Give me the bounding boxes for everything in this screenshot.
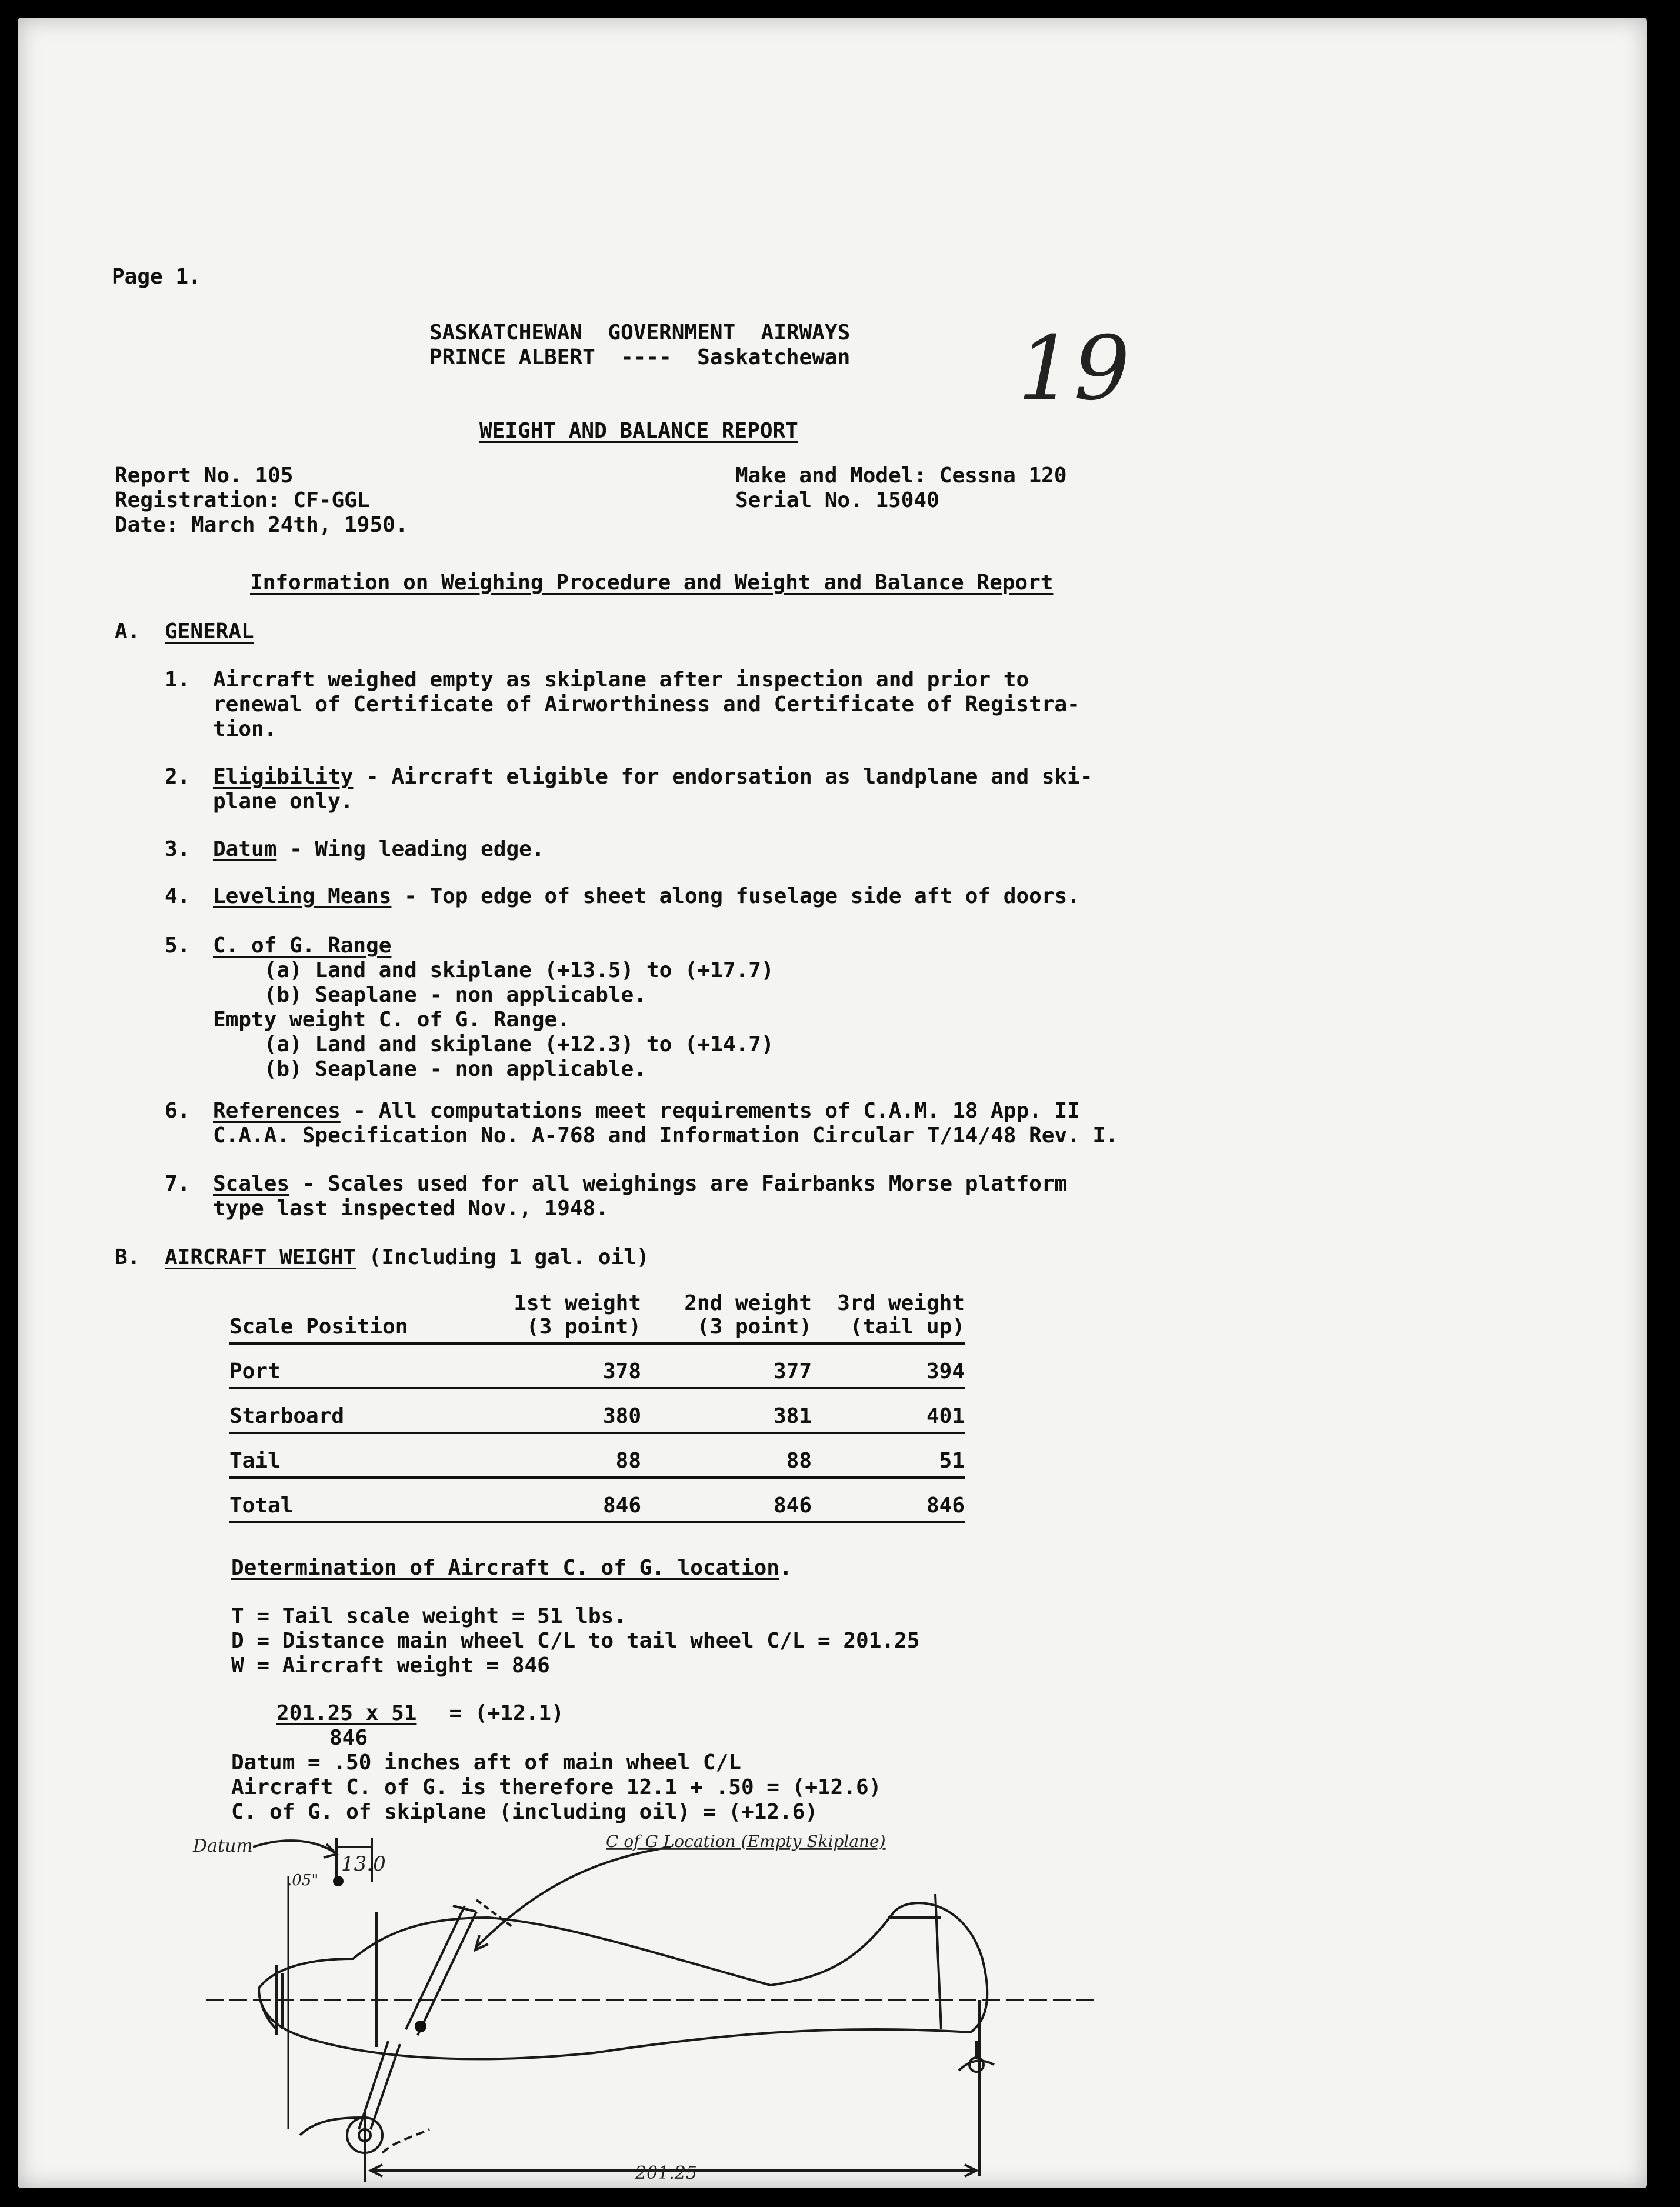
item-4-term: Leveling Means: [213, 884, 392, 908]
row-label-total: Total: [229, 1478, 453, 1522]
registration: Registration: CF-GGL: [115, 488, 370, 512]
handwritten-page-number: 19: [1018, 318, 1130, 420]
formula-result: = (+12.1): [436, 1701, 564, 1725]
cell: 401: [812, 1388, 965, 1433]
section-a-title: GENERAL: [165, 619, 254, 644]
row-label-tail: Tail: [229, 1433, 453, 1478]
report-sheet: [18, 18, 1647, 2188]
determination-title: Determination of Aircraft C. of G. location: [231, 1556, 779, 1580]
formula-numerator: 201.25 x 51: [276, 1701, 417, 1725]
aircraft-weight-table: [229, 1288, 965, 1523]
aircraft-cg-diagram: [182, 1829, 1135, 2182]
item-2-body: - Aircraft eligible for endorsation as landplane and ski- plane only.: [213, 765, 1093, 814]
cell: 846: [453, 1478, 641, 1522]
weight-table-header: [229, 1288, 965, 1343]
item-5-text: [213, 934, 774, 1082]
cell: 88: [641, 1433, 812, 1478]
item-3-text: [213, 837, 545, 862]
cg-location-label: C of G Location (Empty Skiplane): [606, 1832, 886, 1851]
table-row: [229, 1478, 965, 1522]
item-3-body: - Wing leading edge.: [276, 837, 545, 861]
item-4-text: [213, 884, 1080, 909]
determination-end: .: [779, 1556, 792, 1580]
distance-label: 13.0: [341, 1852, 386, 1876]
wheelbase-label: 201.25: [635, 2163, 697, 2182]
item-3-number: 3.: [165, 837, 191, 861]
section-b-subtitle: (Including 1 gal. oil): [356, 1245, 649, 1269]
item-7-text: [213, 1172, 1067, 1221]
item-7-number: 7.: [165, 1172, 191, 1196]
cg-results: Datum = .50 inches aft of main wheel C/L Aircraft C. of G. is therefore 12.1 + .50 = (+12.6) C. of G. of skiplane (including oil) = (+12.6): [231, 1751, 882, 1824]
item-7-body: - Scales used for all weighings are Fairbanks Morse platform type last inspected Nov., 1948.: [213, 1172, 1068, 1221]
cell: 381: [641, 1388, 812, 1433]
col-2nd-weight: 2nd weight (3 point): [641, 1288, 812, 1343]
item-6-body: - All computations meet requirements of C.A.M. 18 App. II C.A.A. Specification No. A-768 and Information Circular T/14/48 Rev. I.: [213, 1099, 1118, 1148]
report-title: WEIGHT AND BALANCE REPORT: [479, 419, 798, 443]
report-date: Date: March 24th, 1950.: [115, 513, 408, 537]
col-3rd-weight: 3rd weight (tail up): [812, 1288, 965, 1343]
datum-offset-label: .05": [287, 1872, 319, 1889]
cell: 51: [812, 1433, 965, 1478]
determination-heading: [231, 1556, 792, 1581]
table-row: [229, 1433, 965, 1478]
row-label-starboard: Starboard: [229, 1388, 453, 1433]
item-3-term: Datum: [213, 837, 277, 861]
item-6-term: References: [213, 1099, 341, 1123]
cg-definitions: T = Tail scale weight = 51 lbs. D = Distance main wheel C/L to tail wheel C/L = 201.25 W = Aircraft weight = 846: [231, 1604, 920, 1678]
item-1-text: Aircraft weighed empty as skiplane after inspection and prior to renewal of Certificate of Airworthiness and Certificate of Registra- tion.: [213, 668, 1080, 741]
item-7-term: Scales: [213, 1172, 290, 1196]
item-4-body: - Top edge of sheet along fuselage side aft of doors.: [391, 884, 1080, 908]
item-5-number: 5.: [165, 934, 191, 958]
cell: 846: [641, 1478, 812, 1522]
item-4-number: 4.: [165, 884, 191, 908]
info-heading: Information on Weighing Procedure and Weight and Balance Report: [250, 571, 1054, 595]
item-2-text: [213, 765, 1093, 814]
item-5-term: C. of G. Range: [213, 934, 392, 958]
section-a-letter: A.: [115, 619, 141, 644]
make-and-model: Make and Model: Cessna 120: [735, 464, 1067, 488]
cell: 394: [812, 1343, 965, 1388]
cell: 377: [641, 1343, 812, 1388]
org-location: PRINCE ALBERT ---- Saskatchewan: [429, 345, 851, 369]
cell: 88: [453, 1433, 641, 1478]
item-5-body: (a) Land and skiplane (+13.5) to (+17.7) (b) Seaplane - non applicable. Empty weight C. of G. Range. (a) Land and skiplane (+12.3) to (+14.7) (b) Seaplane - non applicable.: [213, 958, 774, 1081]
col-scale-position: Scale Position: [229, 1288, 453, 1343]
table-row: [229, 1343, 965, 1388]
cell: 380: [453, 1388, 641, 1433]
formula-denominator: 846: [329, 1726, 368, 1750]
datum-label: Datum: [193, 1836, 253, 1856]
serial-number: Serial No. 15040: [735, 488, 939, 512]
org-name: SASKATCHEWAN GOVERNMENT AIRWAYS: [429, 321, 851, 345]
item-1-number: 1.: [165, 668, 191, 692]
section-b-title: AIRCRAFT WEIGHT: [165, 1245, 356, 1269]
col-1st-weight: 1st weight (3 point): [453, 1288, 641, 1343]
row-label-port: Port: [229, 1343, 453, 1388]
report-number: Report No. 105: [115, 464, 294, 488]
cell: 378: [453, 1343, 641, 1388]
section-b-heading: [165, 1245, 649, 1270]
section-b-letter: B.: [115, 1245, 141, 1269]
page-number: Page 1.: [112, 265, 201, 289]
table-row: [229, 1388, 965, 1433]
cell: 846: [812, 1478, 965, 1522]
item-6-text: [213, 1099, 1118, 1148]
item-2-number: 2.: [165, 765, 191, 789]
item-2-term: Eligibility: [213, 765, 354, 789]
item-6-number: 6.: [165, 1099, 191, 1123]
